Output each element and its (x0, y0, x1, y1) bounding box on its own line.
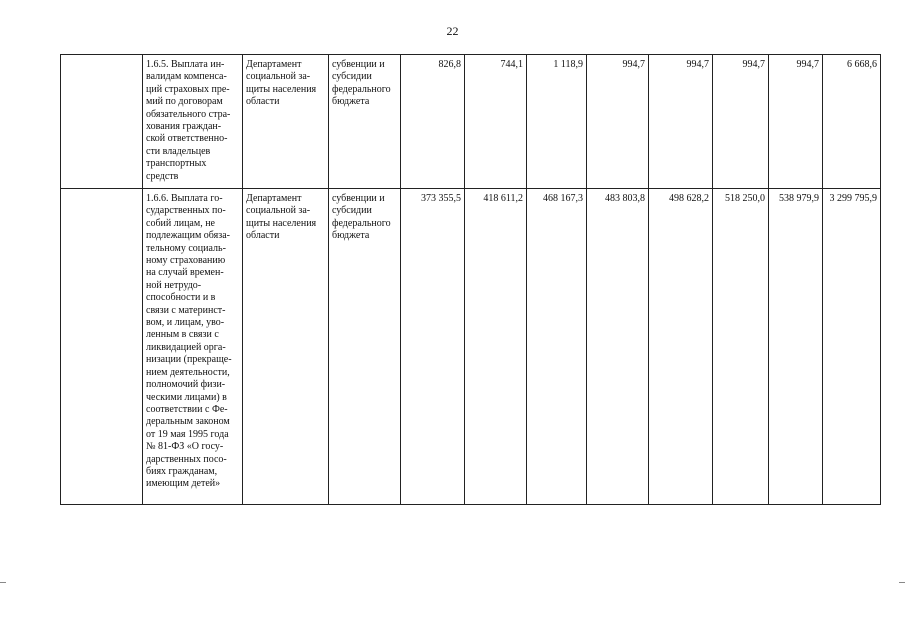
total-cell: 6 668,6 (823, 55, 881, 189)
value-cell: 994,7 (649, 55, 713, 189)
value-cell: 483 803,8 (587, 189, 649, 505)
scan-edge-mark-right (899, 582, 905, 583)
total-cell: 3 299 795,9 (823, 189, 881, 505)
value-cell: 744,1 (465, 55, 527, 189)
table-row (61, 189, 881, 505)
value-cell: 994,7 (587, 55, 649, 189)
activity-cell (143, 55, 243, 189)
activity-cell (143, 189, 243, 505)
source-cell (329, 55, 401, 189)
budget-table (60, 54, 881, 505)
table-row (61, 55, 881, 189)
activity-text: 1.6.6. Выплата го- сударственных по- собий лицам, не подлежащим обяза- тельному социаль- ному страхованию на случай времен- ной нетрудо- способности и в связи с материнст- вом, и лицам, уво- ленным в связи с ликвидацией орга- низации (прекраще- нием деятельности, полномочий физи- ческими лицами) в соответствии с Фе- деральным законом от 19 мая 1995 года № 81-ФЗ «О госу- дарственных посо- биях гражданам, имеющим детей» (146, 193, 232, 490)
executor-text: Департамент социальной за- щиты населения области (246, 59, 317, 108)
page-number: 22 (446, 24, 459, 38)
scan-edge-mark-left (0, 582, 6, 583)
empty-cell (61, 189, 143, 505)
value-cell: 538 979,9 (769, 189, 823, 505)
source-cell (329, 189, 401, 505)
value-cell: 1 118,9 (527, 55, 587, 189)
activity-text: 1.6.5. Выплата ин- валидам компенса- ций страховых пре- мий по договорам обязательного стра- хования граждан- ской ответственно- сти владельцев транспортных средств (146, 59, 231, 182)
value-cell: 418 611,2 (465, 189, 527, 505)
empty-cell (61, 55, 143, 189)
value-cell: 826,8 (401, 55, 465, 189)
value-cell: 468 167,3 (527, 189, 587, 505)
executor-text: Департамент социальной за- щиты населения области (246, 193, 317, 242)
value-cell: 373 355,5 (401, 189, 465, 505)
value-cell: 518 250,0 (713, 189, 769, 505)
value-cell: 994,7 (769, 55, 823, 189)
value-cell: 994,7 (713, 55, 769, 189)
value-cell: 498 628,2 (649, 189, 713, 505)
funding-source-text: субвенции и субсидии федерального бюджета (332, 193, 391, 242)
executor-cell (243, 189, 329, 505)
funding-source-text: субвенции и субсидии федерального бюджета (332, 59, 391, 108)
executor-cell (243, 55, 329, 189)
